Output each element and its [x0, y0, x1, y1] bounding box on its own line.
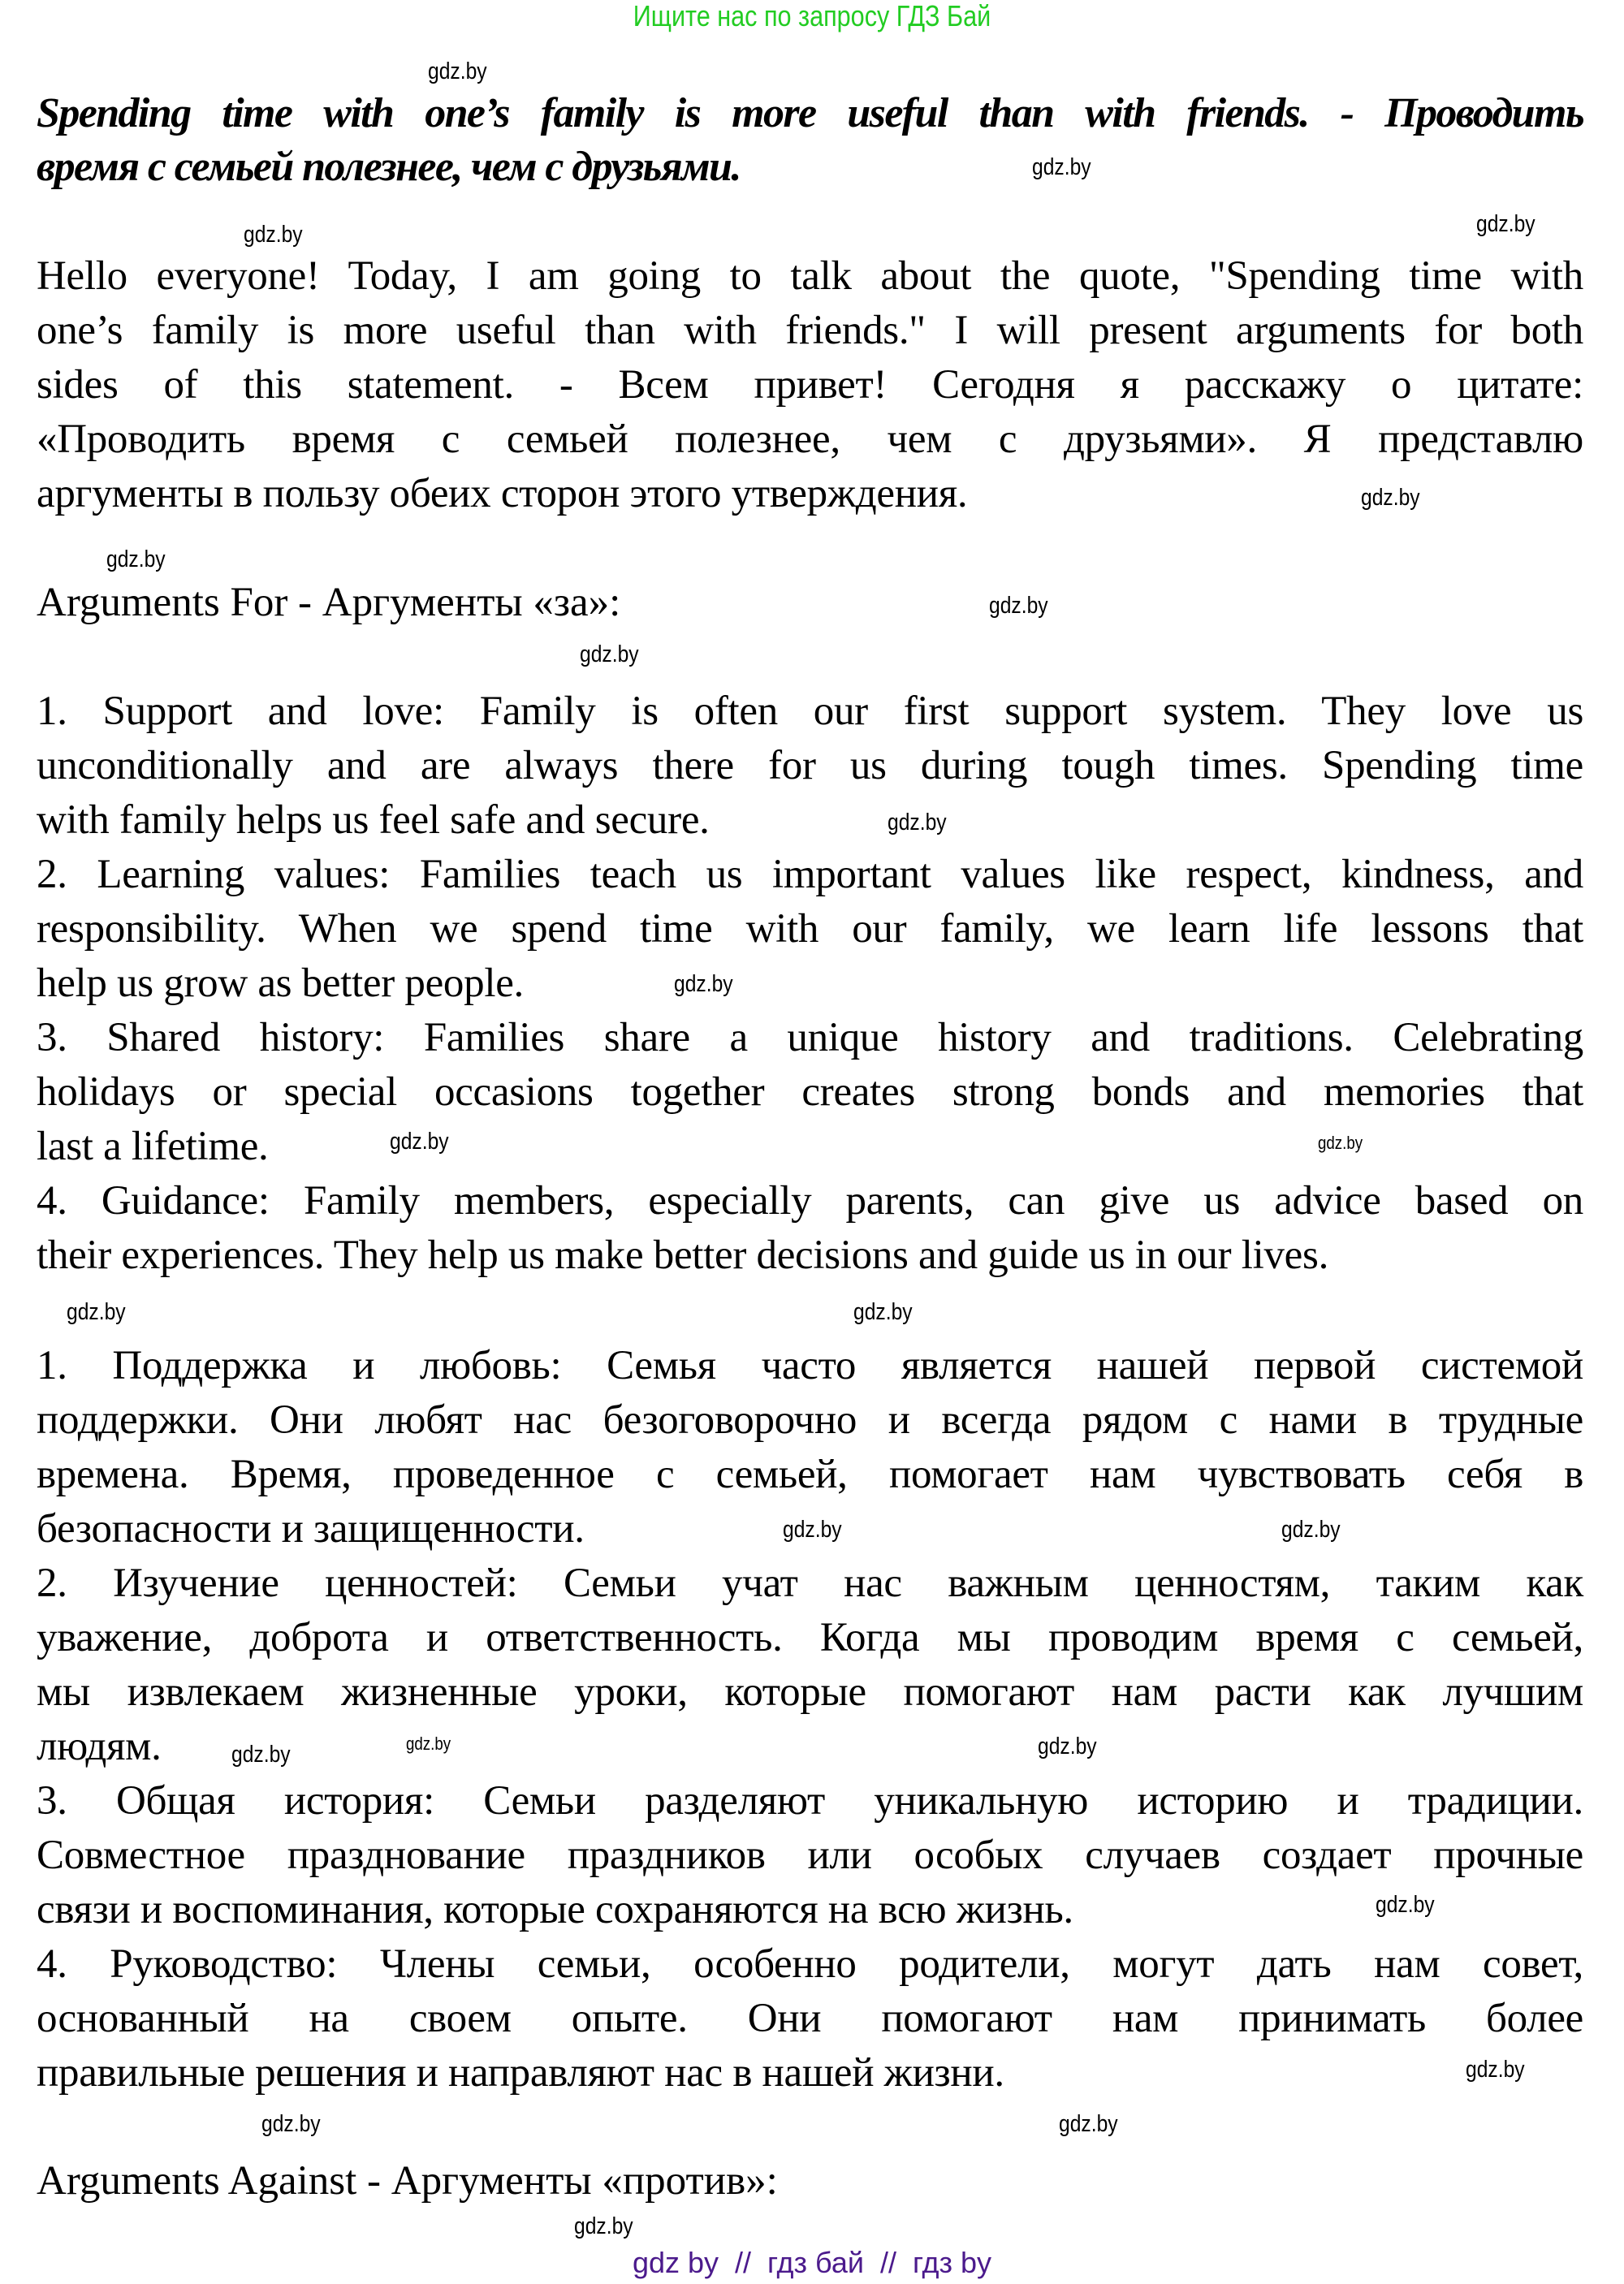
watermark: gdz.by: [106, 546, 166, 572]
watermark: gdz.by: [1476, 211, 1535, 237]
search-banner: Ищите нас по запросу ГДЗ Бай: [633, 0, 991, 32]
text-line: sides of this statement. - Всем привет! Сегодня я расскажу о цитате:: [37, 362, 1583, 408]
text-line: Совместное празднование праздников или особых случаев создает прочные: [37, 1833, 1583, 1878]
list-item: [37, 684, 1583, 848]
arguments-for-heading: Arguments For - Аргументы «за»:: [37, 580, 621, 625]
watermark: gdz.by: [67, 1299, 126, 1325]
arguments-against-heading: Arguments Against - Аргументы «против»:: [37, 2158, 778, 2204]
watermark: gdz.by: [674, 971, 733, 997]
footer-links[interactable]: gdz by // гдз бай // гдз by: [632, 2246, 992, 2279]
text-line: 2. Изучение ценностей: Семьи учат нас важным ценностям, таким как: [37, 1561, 1583, 1606]
arguments-list-ru: [37, 1339, 1583, 2101]
text-line: аргументы в пользу обеих сторон этого утверждения.: [37, 471, 968, 516]
list-item: [37, 1937, 1583, 2101]
text-line: безопасности и защищенности.: [37, 1506, 585, 1552]
watermark: gdz.by: [428, 58, 487, 84]
watermark: gdz.by: [783, 1517, 842, 1543]
text-line: время с семьей полезнее, чем с друзьями.: [37, 144, 741, 190]
watermark: gdz.by: [1059, 2111, 1118, 2137]
text-line: Spending time with one’s family is more useful than with friends. - Проводить: [37, 90, 1583, 136]
watermark: gdz.by: [390, 1129, 449, 1155]
watermark: gdz.by: [1466, 2057, 1525, 2083]
text-line: времена. Время, проведенное с семьей, помогает нам чувствовать себя в: [37, 1452, 1583, 1497]
text-line: «Проводить время с семьей полезнее, чем с друзьями». Я представлю: [37, 417, 1583, 462]
watermark: gdz.by: [1281, 1517, 1341, 1543]
text-line: holidays or special occasions together creates strong bonds and memories that: [37, 1069, 1583, 1115]
text-line: поддержки. Они любят нас безоговорочно и всегда рядом с нами в трудные: [37, 1397, 1583, 1443]
watermark: gdz.by: [853, 1299, 913, 1325]
text-line: основанный на своем опыте. Они помогают нам принимать более: [37, 1996, 1583, 2041]
text-line: людям.: [37, 1724, 162, 1769]
arguments-list-en: [37, 684, 1583, 1283]
text-line: правильные решения и направляют нас в нашей жизни.: [37, 2050, 1004, 2096]
text-line: unconditionally and are always there for us during tough times. Spending time: [37, 743, 1583, 788]
watermark: gdz.by: [244, 222, 303, 248]
text-line: 1. Поддержка и любовь: Семья часто является нашей первой системой: [37, 1343, 1583, 1388]
text-line: 4. Guidance: Family members, especially parents, can give us advice based on: [37, 1178, 1583, 1224]
page-title: [37, 87, 1583, 194]
watermark: gdz.by: [406, 1734, 451, 1754]
list-item: [37, 1774, 1583, 1937]
watermark: gdz.by: [1318, 1133, 1363, 1153]
watermark: gdz.by: [574, 2213, 633, 2239]
text-line: уважение, доброта и ответственность. Когда мы проводим время с семьей,: [37, 1615, 1583, 1660]
list-item: [37, 848, 1583, 1011]
watermark: gdz.by: [1361, 485, 1420, 511]
watermark: gdz.by: [261, 2111, 321, 2137]
text-line: 4. Руководство: Члены семьи, особенно родители, могут дать нам совет,: [37, 1941, 1583, 1987]
text-line: Hello everyone! Today, I am going to talk about the quote, "Spending time with: [37, 253, 1583, 299]
watermark: gdz.by: [1032, 154, 1091, 180]
watermark: gdz.by: [231, 1742, 291, 1768]
watermark: gdz.by: [1376, 1892, 1435, 1918]
text-line: their experiences. They help us make better decisions and guide us in our lives.: [37, 1233, 1329, 1278]
text-line: мы извлекаем жизненные уроки, которые помогают нам расти как лучшим: [37, 1669, 1583, 1715]
list-item: [37, 1174, 1583, 1283]
text-line: 3. Shared history: Families share a unique history and traditions. Celebrating: [37, 1015, 1583, 1060]
text-line: связи и воспоминания, которые сохраняются на всю жизнь.: [37, 1887, 1073, 1932]
watermark: gdz.by: [580, 641, 639, 667]
text-line: help us grow as better people.: [37, 961, 524, 1006]
watermark: gdz.by: [1038, 1734, 1097, 1759]
text-line: last a lifetime.: [37, 1124, 269, 1169]
text-line: 2. Learning values: Families teach us important values like respect, kindness, and: [37, 852, 1583, 897]
intro-paragraph: [37, 249, 1583, 521]
watermark: gdz.by: [888, 810, 947, 835]
text-line: responsibility. When we spend time with our family, we learn life lessons that: [37, 906, 1583, 952]
text-line: 1. Support and love: Family is often our first support system. They love us: [37, 689, 1583, 734]
text-line: with family helps us feel safe and secure.: [37, 797, 710, 843]
text-line: 3. Общая история: Семьи разделяют уникальную историю и традиции.: [37, 1778, 1583, 1824]
watermark: gdz.by: [989, 593, 1048, 619]
text-line: one’s family is more useful than with friends." I will present arguments for both: [37, 308, 1583, 353]
